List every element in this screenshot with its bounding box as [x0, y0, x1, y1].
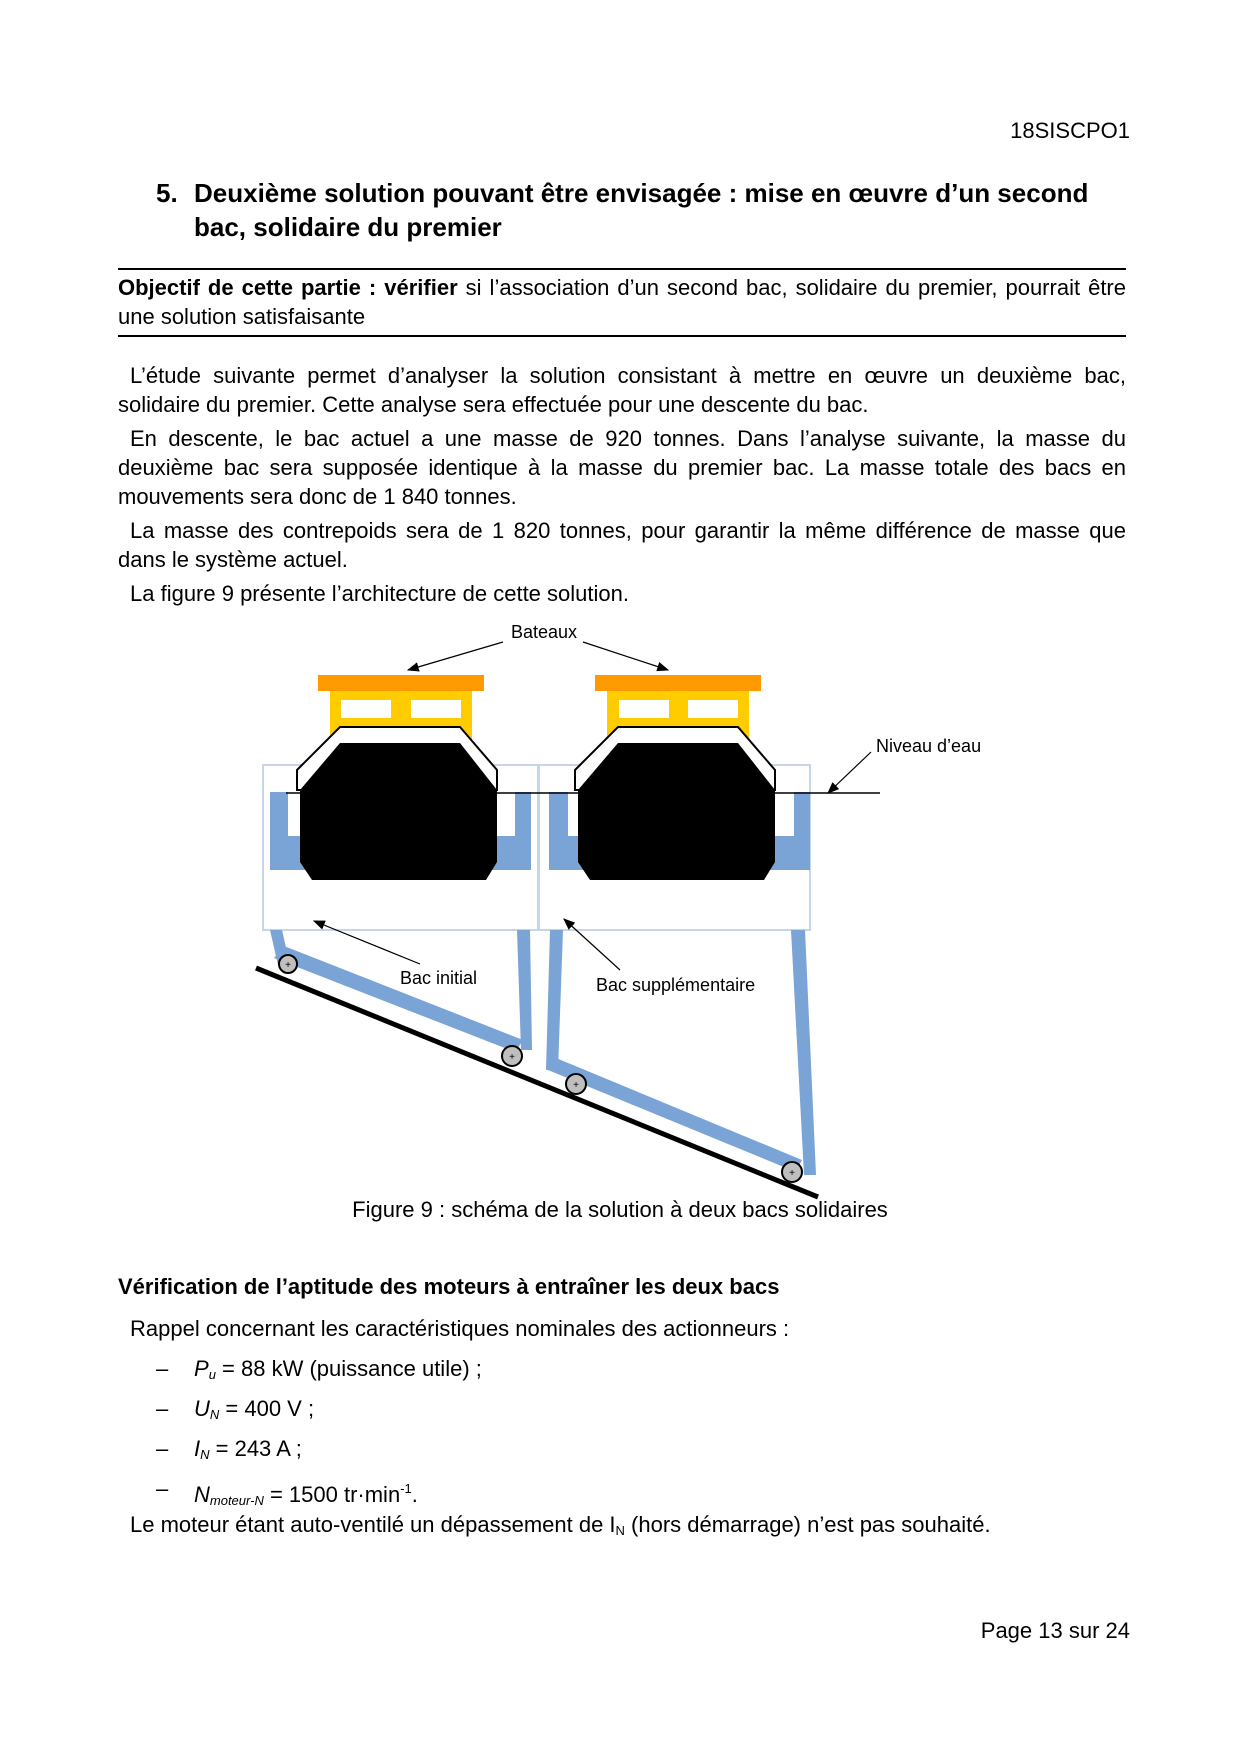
svg-text:+: +	[285, 960, 291, 971]
verification-intro: Rappel concernant les caractéristiques nominales des actionneurs :	[130, 1316, 790, 1341]
list-item: – $U_N = 400$ V ;	[156, 1396, 315, 1422]
document-code: 18SISCPO1	[1010, 118, 1130, 143]
actuator-characteristics-list	[156, 1354, 482, 1514]
label-water-level: Niveau d’eau	[876, 736, 982, 756]
boat-1-hull	[300, 743, 497, 880]
figure-caption: Figure 9 : schéma de la solution à deux bacs solidaires	[352, 1197, 888, 1222]
objective-label: Objectif de cette partie :	[118, 275, 377, 300]
label-initial-tank: Bac initial	[400, 968, 478, 988]
paragraph-4: La figure 9 présente l’architecture de cette solution.	[130, 581, 629, 606]
boat-1-deck	[318, 675, 484, 691]
slope-rail	[256, 968, 818, 1197]
boat-2-hull	[578, 743, 775, 880]
verification-heading: Vérification de l’aptitude des moteurs à entraîner les deux bacs	[118, 1274, 780, 1299]
label-extra-tank: Bac supplémentaire	[596, 975, 756, 995]
extra-tank-diagonal	[548, 1058, 802, 1172]
svg-text:+: +	[789, 1168, 795, 1179]
section-number: 5.	[156, 178, 178, 208]
arrow-water-level	[828, 752, 871, 793]
arrow-boats-left	[408, 642, 503, 670]
wheel-4	[782, 1162, 802, 1182]
paragraph-3: La masse des contrepoids sera de 1 820 tonnes, pour garantir la même différence de masse que dans le système actuel.	[118, 518, 1126, 572]
list-item: – $N_{moteur-N} = 1500$ $tr\cdot\min^{-1}$.	[156, 1476, 418, 1508]
boat-2-window-2	[688, 700, 738, 718]
boat-2-window-1	[619, 700, 669, 718]
list-item: – $I_N = 243$ A ;	[156, 1436, 302, 1462]
svg-text:+: +	[573, 1080, 579, 1091]
section-title: Deuxième solution pouvant être envisagée : mise en œuvre d’un second bac, solidaire du premier	[194, 178, 1089, 242]
initial-tank-diagonal	[274, 946, 523, 1052]
objective-text: si l’association d’un second bac, solidaire du premier, pourrait être une solution satisfaisante	[118, 275, 1126, 329]
initial-tank-leg-right	[517, 930, 532, 1050]
arrow-boats-right	[583, 642, 668, 670]
paragraph-2: En descente, le bac actuel a une masse de 920 tonnes. Dans l’analyse suivante, la masse du deuxième bac sera supposée identique à la masse du premier bac. La masse totale des bacs en mouvements sera donc de 1 840 tonnes.	[118, 426, 1126, 509]
boat-1-window-1	[341, 700, 391, 718]
wheel-3	[566, 1074, 586, 1094]
list-item: – $P_u = 88$ kW (puissance utile) ;	[156, 1356, 482, 1382]
extra-tank-leg-left	[546, 930, 563, 1070]
extra-tank-leg-right	[791, 930, 816, 1175]
wheel-1	[279, 955, 297, 973]
page-number: Page 13 sur 24	[980, 1618, 1130, 1643]
label-boats: Bateaux	[510, 622, 578, 642]
objective-verb: vérifier	[384, 275, 458, 300]
svg-text:+: +	[509, 1052, 515, 1063]
boat-2-deck	[595, 675, 761, 691]
conclusion-text: Le moteur étant auto-ventilé un dépassement de $I_N$ (hors démarrage) n’est pas souhaité.	[130, 1512, 991, 1538]
wheel-2	[502, 1046, 522, 1066]
paragraph-1: L’étude suivante permet d’analyser la solution consistant à mettre en œuvre un deuxième bac, solidaire du premier. Cette analyse sera effectuée pour une descente du bac.	[118, 363, 1126, 417]
boat-1-window-2	[411, 700, 461, 718]
